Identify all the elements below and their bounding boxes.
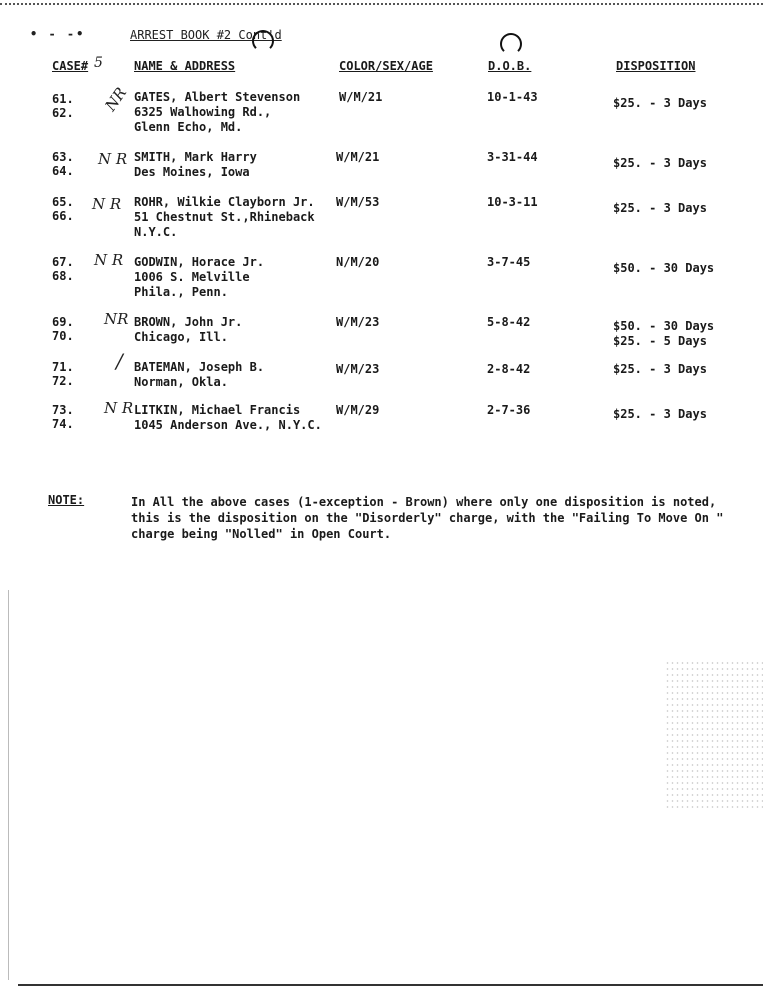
case-numbers: 73. 74. <box>52 403 74 431</box>
case-numbers: 65. 66. <box>52 195 74 223</box>
name-address: SMITH, Mark Harry Des Moines, Iowa <box>134 150 257 179</box>
case-numbers: 69. 70. <box>52 315 74 343</box>
column-header-name-address: NAME & ADDRESS <box>134 59 236 73</box>
page-bottom-edge <box>18 984 763 986</box>
handwritten-mark: / <box>116 349 123 373</box>
corner-marks: • - -• <box>30 27 86 41</box>
dob: 5-8-42 <box>487 315 531 329</box>
dob: 3-31-44 <box>487 150 538 164</box>
name-address: ROHR, Wilkie Clayborn Jr. 51 Chestnut St.,Rhineback N.Y.C. <box>134 195 315 239</box>
punch-hole-mark <box>500 33 522 55</box>
color-sex-age: N/M/20 <box>336 255 380 269</box>
dob: 10-1-43 <box>487 90 538 104</box>
dob: 2-7-36 <box>487 403 531 417</box>
note-text: In All the above cases (1-exception - Brown) where only one disposition is noted, this is the disposition on the "Disorderly" charge, with the "Failing To Move On " charge being "Nolled" in Open Court. <box>131 495 724 541</box>
case-numbers: 67. 68. <box>52 255 74 283</box>
color-sex-age: W/M/21 <box>339 90 383 104</box>
punch-hole-mark <box>252 30 274 52</box>
column-header-case: CASE# <box>52 59 89 73</box>
book-title: ARREST BOOK #2 Cont'd <box>130 28 282 42</box>
dob: 10-3-11 <box>487 195 538 209</box>
case-numbers: 61. 62. <box>52 92 74 120</box>
handwritten-mark: N R <box>94 251 124 269</box>
case-numbers: 71. 72. <box>52 360 74 388</box>
color-sex-age: W/M/29 <box>336 403 380 417</box>
color-sex-age: W/M/21 <box>336 150 380 164</box>
handwritten-mark: NR <box>104 310 129 328</box>
color-sex-age: W/M/23 <box>336 315 380 329</box>
disposition: $25. - 3 Days <box>613 407 707 421</box>
handwritten-mark: N R <box>98 150 128 168</box>
disposition: $25. - 3 Days <box>613 201 707 215</box>
column-header-disposition: DISPOSITION <box>616 59 696 73</box>
name-address: BROWN, John Jr. Chicago, Ill. <box>134 315 243 344</box>
handwritten-mark: N R <box>104 399 134 417</box>
column-header-color-sex-age: COLOR/SEX/AGE <box>339 59 433 73</box>
name-address: BATEMAN, Joseph B. Norman, Okla. <box>134 360 265 389</box>
disposition: $25. - 3 Days <box>613 156 707 170</box>
case-header-mark: 5 <box>94 55 103 71</box>
scan-speckle <box>665 660 763 810</box>
color-sex-age: W/M/23 <box>336 362 380 376</box>
handwritten-mark: NR <box>101 84 131 115</box>
name-address: GATES, Albert Stevenson 6325 Walhowing Rd., Glenn Echo, Md. <box>134 90 301 134</box>
note-label: NOTE: <box>48 493 85 507</box>
disposition: $25. - 3 Days <box>613 96 707 110</box>
disposition: $50. - 30 Days $25. - 5 Days <box>613 319 715 348</box>
page-top-edge <box>0 3 763 5</box>
name-address: GODWIN, Horace Jr. 1006 S. Melville Phila., Penn. <box>134 255 265 299</box>
color-sex-age: W/M/53 <box>336 195 380 209</box>
disposition: $25. - 3 Days <box>613 362 707 376</box>
dob: 3-7-45 <box>487 255 531 269</box>
disposition: $50. - 30 Days <box>613 261 715 275</box>
handwritten-mark: N R <box>92 195 122 213</box>
dob: 2-8-42 <box>487 362 531 376</box>
name-address: LITKIN, Michael Francis 1045 Anderson Ave., N.Y.C. <box>134 403 322 432</box>
page-left-edge <box>8 590 9 980</box>
case-numbers: 63. 64. <box>52 150 74 178</box>
column-header-dob: D.O.B. <box>488 59 532 73</box>
